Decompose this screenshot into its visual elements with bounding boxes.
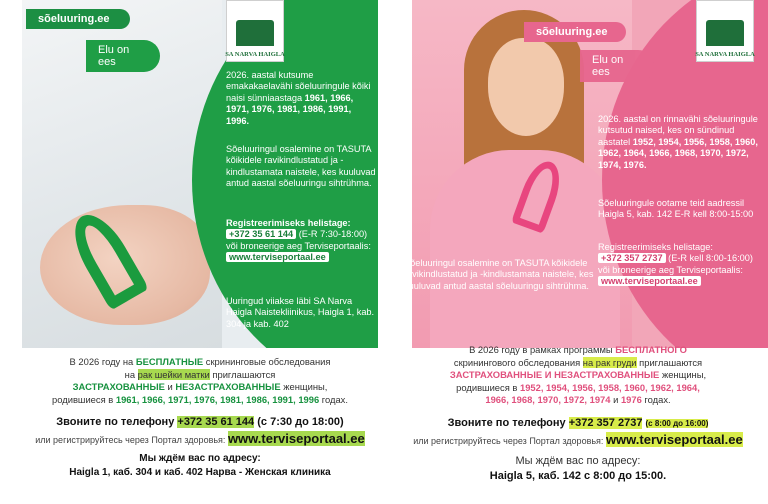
russian-info-block	[396, 344, 760, 484]
ru-text: скринингового обследования	[453, 356, 581, 368]
ru-text: и	[613, 394, 619, 405]
hospital-building-icon	[236, 20, 274, 46]
phone-label: Звоните по телефону	[447, 416, 566, 429]
ru-years: 1976	[620, 394, 642, 405]
ru-uninsured-label: НЕЗАСТРАХОВАННЫЕ	[175, 381, 281, 392]
hospital-building-icon	[706, 20, 744, 46]
ru-insured-label: ЗАСТРАХОВАННЫЕ И НЕЗАСТРАХОВАННЫЕ	[449, 369, 660, 380]
phone-number[interactable]: +372 35 61 144	[177, 416, 255, 428]
address-block	[396, 454, 760, 484]
ru-cancer-type: на рак груди	[582, 356, 637, 368]
cervical-screening-poster	[0, 0, 382, 504]
phone-number-link[interactable]: +372 35 61 144	[226, 229, 296, 239]
free-participation-paragraph: Sõeluuringul osalemine on TASUTA kõikidele ravikindlustatud ja -kindlustamata naistele, kes kuuluvad antud aastal sõeluuringu sihtrühma.	[404, 258, 594, 291]
ru-cancer-type: рак шейки матки	[137, 368, 210, 380]
portal-link[interactable]: www.terviseportaal.ee	[605, 432, 743, 447]
registration-heading: Registreerimiseks helistage:	[598, 242, 713, 252]
phone-number[interactable]: +372 357 2737	[568, 416, 643, 429]
ru-text: годах.	[644, 394, 671, 405]
portal-link[interactable]: www.terviseportaal.ee	[227, 430, 365, 446]
ru-years: 1952, 1954, 1956, 1958, 1960, 1962, 1964,	[519, 381, 700, 393]
ru-text: скрининговые обследования	[205, 356, 331, 367]
invitation-years: 1952, 1954, 1956, 1958, 1960, 1962, 1964, 1966, 1968, 1970, 1972, 1974, 1976.	[598, 136, 758, 170]
phone-hours: (с 7:30 до 18:00)	[257, 416, 344, 428]
phone-line	[22, 416, 378, 429]
slogan-tag: Elu on ees	[86, 40, 160, 72]
terviseportaal-link[interactable]: www.terviseportaal.ee	[598, 276, 701, 286]
ru-years: 1966, 1968, 1970, 1972, 1974	[485, 394, 611, 405]
phone-line	[396, 417, 760, 431]
registration-hours: (E-R 7:30-18:00) või broneerige aeg Terviseportaalis:	[226, 229, 371, 251]
registration-paragraph	[598, 242, 758, 288]
ru-text: годах.	[321, 393, 348, 405]
invitation-paragraph	[598, 114, 758, 171]
phone-number-link[interactable]: +372 357 2737	[598, 253, 666, 263]
registration-line	[396, 434, 760, 448]
ru-years: 1961, 1966, 1971, 1976, 1981, 1986, 1991, 1996	[115, 393, 320, 405]
ru-text: женщины,	[283, 381, 328, 392]
free-participation-paragraph: Sõeluuringul osalemine on TASUTA kõikidele ravikindlustatud ja -kindlustamata naistele, kes kuuluvad antud aastal sõeluuringu sihtrühma.	[226, 144, 376, 189]
ru-free-label: БЕСПЛАТНЫЕ	[135, 356, 204, 367]
ru-text: родившиеся в	[456, 381, 518, 393]
address-heading: Мы ждём вас по адресу:	[139, 453, 261, 464]
address-text: Haigla 5, каб. 142 с 8:00 до 15:00.	[489, 469, 667, 482]
ru-text: приглашаются	[212, 368, 276, 380]
slogan-tag: Elu on ees	[580, 50, 654, 82]
logo-text: SA NARVA HAIGLA	[225, 51, 285, 58]
invitation-years: 1961, 1966, 1971, 1976, 1981, 1986, 1991, 1996.	[226, 92, 354, 126]
address-heading: Мы ждём вас по адресу:	[515, 454, 641, 467]
address-block	[22, 452, 378, 480]
ru-text: приглашаются	[639, 356, 703, 368]
invitation-intro: 2026. aastal kutsume emakakaelavähi sõeluuringule kõiki naisi sünniaastaga	[226, 70, 371, 103]
narva-haigla-logo	[696, 0, 754, 62]
location-paragraph: Sõeluuringule ootame teid aadressil Haigla 5, kab. 142 E-R kell 8:00-15:00	[598, 198, 754, 220]
address-text: Haigla 1, каб. 304 и каб. 402 Нарва - Женская клиника	[69, 467, 331, 478]
site-tag: sõeluuring.ee	[26, 9, 130, 29]
ru-text: на	[124, 368, 136, 380]
phone-hours: (с 8:00 до 16:00)	[645, 418, 709, 428]
face-shape	[488, 38, 564, 136]
registration-text: или регистрируйтесь через Портал здоровья:	[413, 436, 604, 446]
ru-insured-label: ЗАСТРАХОВАННЫЕ	[72, 381, 165, 392]
ru-text: В 2026 году в рамках программы	[469, 344, 613, 355]
terviseportaal-link[interactable]: www.terviseportaal.ee	[226, 252, 329, 262]
logo-text: SA NARVA HAIGLA	[695, 51, 755, 58]
ru-free-label: БЕСПЛАТНОГО	[615, 344, 687, 355]
location-paragraph: Uuringud viiakse läbi SA Narva Haigla Naistekliinikus, Haigla 1, kab. 304 ja kab. 402	[226, 296, 375, 329]
registration-hours: (E-R kell 8:00-16:00) või broneerige aeg Terviseportaalis:	[598, 253, 753, 275]
sweater-shape	[430, 150, 620, 348]
ru-text: и	[167, 381, 173, 392]
registration-heading: Registreerimiseks helistage:	[226, 218, 351, 228]
ru-text: женщины,	[661, 369, 707, 380]
invitation-intro: 2026. aastal on rinnavähi sõeluuringule kutsutud naised, kes on sündinud aastatel	[598, 114, 758, 147]
narva-haigla-logo	[226, 0, 284, 62]
invitation-paragraph	[226, 70, 376, 127]
site-tag: sõeluuring.ee	[524, 22, 626, 42]
registration-line	[22, 430, 378, 447]
ru-text: родившиеся в	[52, 393, 114, 405]
registration-text: или регистрируйтесь через Портал здоровья:	[35, 434, 226, 445]
ru-text: В 2026 году на	[69, 356, 134, 367]
russian-info-block	[22, 356, 378, 480]
registration-paragraph	[226, 218, 376, 264]
phone-label: Звоните по телефону	[56, 416, 175, 428]
